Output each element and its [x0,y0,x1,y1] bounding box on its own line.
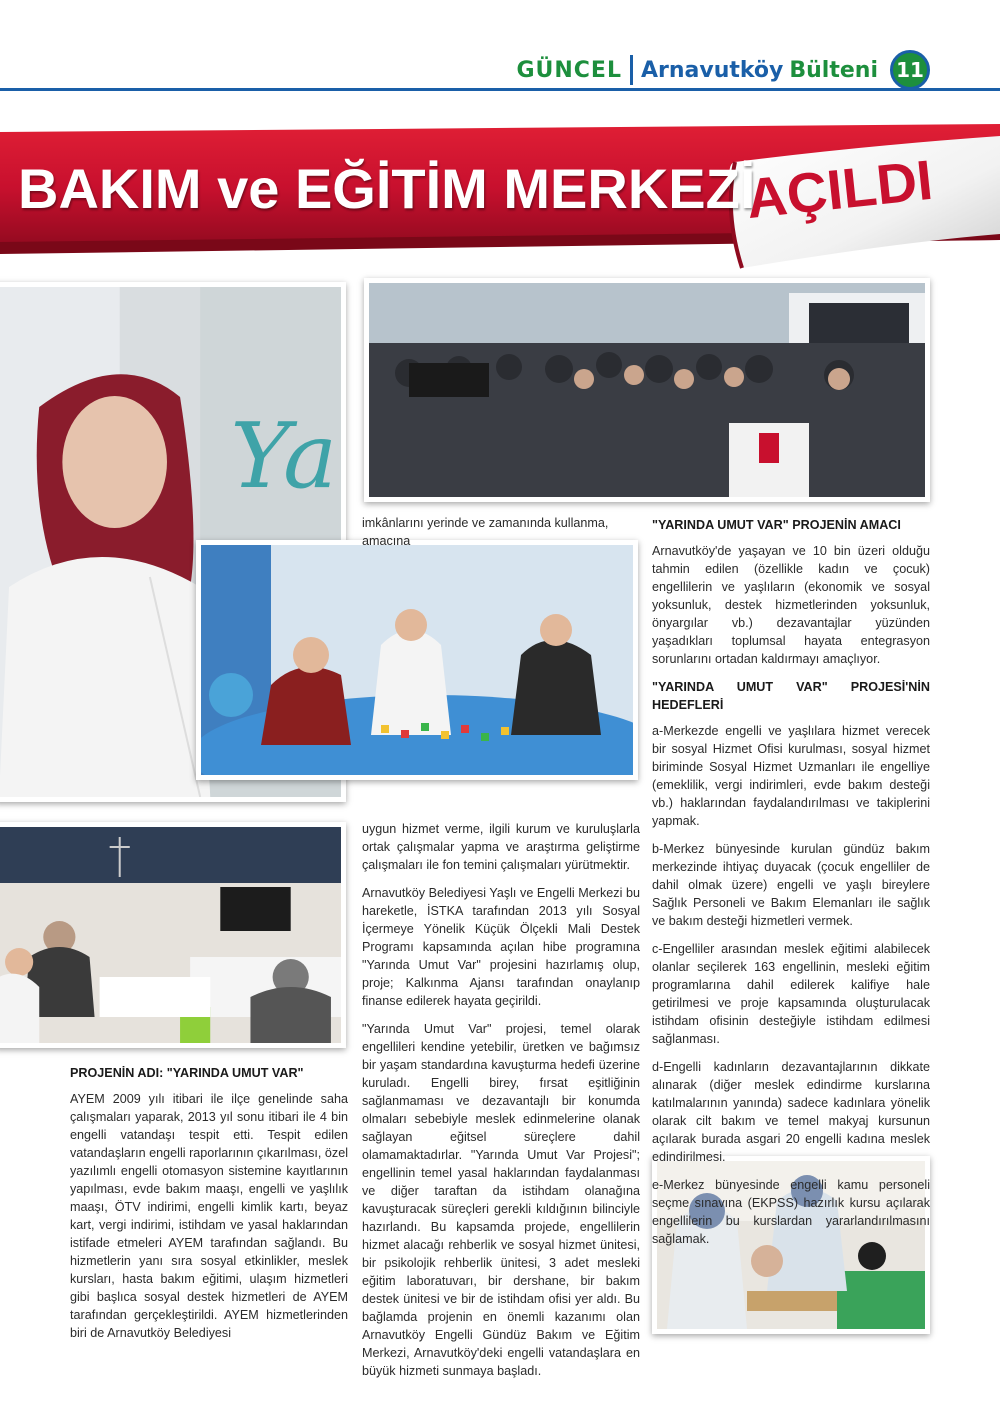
project-goals-heading: "YARINDA UMUT VAR" PROJESİ'NİN HEDEFLERİ [652,680,930,712]
middle-paragraph-3: "Yarında Umut Var" projesi, temel olarak engellileri kendine yetebilir, üretken ve bağımsız bir yaşam standardına kavuşturma hedefi üzerine kuruladı. Engelli birey, fırsat eşitliğinin sağlanmaması ve dezavantajlı bir konumda olmaları sebebiyle meslek edinmelerine olanak sağlayan eğitsel süreçlere dahil olamamaktadırlar. "Yarında Umut Var Projesi"; engellinin temel yasal haklarından faydalanması ve diğer taraftan da istihdam olanağına kavuşturacak süreçleri gerekli kıldığının bilinciyle hazırlandı. Bu kapsamda projede, engellilerin hizmet alacağı rehberlik ve sosyal hizmet ünitesi, bir psikolojik rehberlik ünitesi, 3 adet mesleki eğitim laboratuvarı, bir dershane, bir bakım destek ünitesi ve bir de istihdam ofisi yer aldı. Bu bağlamda projenin en önemli kazanımı olan Arnavutköy Engelli Gündüz Bakım ve Eğitim Merkezi, Arnavutköy'deki engelli vatandaşlara en büyük hizmeti sunmaya başladı. [362,1022,640,1378]
publication-name-part1: Arnavutköy [640,57,784,83]
activity-table-photo [196,540,638,780]
goal-a: a-Merkezde engelli ve yaşlılara hizmet verecek bir sosyal Hizmet Ofisi kurulması, sosyal hizmet biriminde Sosyal Hizmet Uzmanları ile engelliye (emeklilik, vergi indirimleri, evde bakım desteği vb.) haklarından faydalandırılması ve takiplerini yapmak. [652,724,930,828]
svg-text:Ya: Ya [230,404,338,509]
goal-d: d-Engelli kadınların dezavantajlarının dikkate alınarak (diğer meslek edindirme kurslarına katılmalarının yanında) sadece kadınlara yönelik olarak cilt bakım ve temel makyaj kursunun açılarak burada asgari 20 engelli kadına meslek edindirilmesi. [652,1060,930,1164]
middle-top-line: imkânlarını yerinde ve zamanında kullanma, amacına [362,516,609,548]
lounge-room-photo [0,822,346,1048]
project-aim-paragraph: Arnavutköy'de yaşayan ve 10 bin üzeri olduğu tahmin edilen (özellikle kadın ve çocuk) engellilerin ve yaşlıların (ekonomik ve sosyal yoksunluk, destek hizmetlerinden yoksunluk, önyargılar vb.) dezavantajlar yüzünden yaşadıkları toplumsal hayata entegrasyon sorunlarını ortadan kaldırmayı amaçlıyor. [652,544,930,666]
page-header [516,48,930,92]
project-name-paragraph: AYEM 2009 yılı itibari ile ilçe genelinde saha çalışmaları yaparak, 2013 yıl sonu itibari ile 4 bin engelli vatandaşı tespit etti. Tespit edilen vatandaşların engelli raporlarının çıkarılması, özel yazılımlı engelli otomasyon sistemine kayıtlarının yapılması, evde bakım maaşı, engelli ve yaşlılık maaşı, ÖTV indirimi, engelli kimlik kartı, beyaz kart, vergi indirimi, istihdam ve yasal haklarından istifade etmeleri AYEM tarafından sağlandı. Bu hizmetlerin yanı sıra sosyal etkinlikler, meslek kursları, hasta bakım eğitimi, ulaşım hizmetleri gibi başlıca sosyal destek hizmetleri de AYEM tarafından gerçekleştirildi. AYEM hizmetlerinden biri de Arnavutköy Belediyesi [70,1092,348,1340]
ceremony-photo [364,278,930,502]
left-column [70,1064,348,1352]
header-rule [0,88,1000,91]
page-number-badge: 11 [890,50,930,90]
middle-column [362,820,640,1390]
publication-name-part2: Bülteni [789,57,878,83]
project-name-heading: PROJENİN ADI: "YARINDA UMUT VAR" [70,1066,304,1080]
right-column [652,516,930,1258]
banner-title-accent: AÇILDI [743,147,936,231]
goal-c: c-Engelliler arasından meslek eğitimi alabilecek olanlar seçilerek 163 engellinin, mesleki eğitim programlarına dahil edilerek kalifiye hale getirilmesi ve proje kapsamında oluşturulacak istihdam ofisinin desteğiyle istihdam edilmesi sağlanması. [652,942,930,1046]
middle-column-top [362,514,640,560]
middle-paragraph-1: uygun hizmet verme, ilgili kurum ve kuruluşlarla ortak çalışmalar yapma ve araştırma geliştirme çalışmaları ile fon temini çalışmaları yürütmektir. [362,822,640,872]
middle-paragraph-2: Arnavutköy Belediyesi Yaşlı ve Engelli Merkezi bu hareketle, İSTKA tarafından 2013 yılı Sosyal İçermeye Yönelik Küçük Ölçekli Mali Destek Programı kapsamında açılan hibe programına "Yarında Umut Var" projesini hazırlamış olup, proje; Kalkınma Ajansı tarafından onaylanıp finanse edilerek hayata geçirildi. [362,886,640,1008]
goal-b: b-Merkez bünyesinde kurulan gündüz bakım merkezinde ihtiyaç duyacak (çocuk engelliler de dahil olmak üzere) engelli ve yaşlı bireylere Sağlık Personeli ve Bakım Elemanları ile sağlık ve bakım desteği hizmetleri vermek. [652,842,930,928]
banner-title-main: BAKIM ve EĞİTİM MERKEZİ [18,157,756,220]
project-aim-heading: "YARINDA UMUT VAR" PROJENİN AMACI [652,518,901,532]
section-label: GÜNCEL [516,57,622,83]
header-separator [630,55,633,85]
goal-e: e-Merkez bünyesinde engelli kamu personeli seçme sınavına (EKPSS) hazırlık kursu açılarak engellilerin bu kurslardan yararlandırılmasını sağlamak. [652,1178,930,1246]
